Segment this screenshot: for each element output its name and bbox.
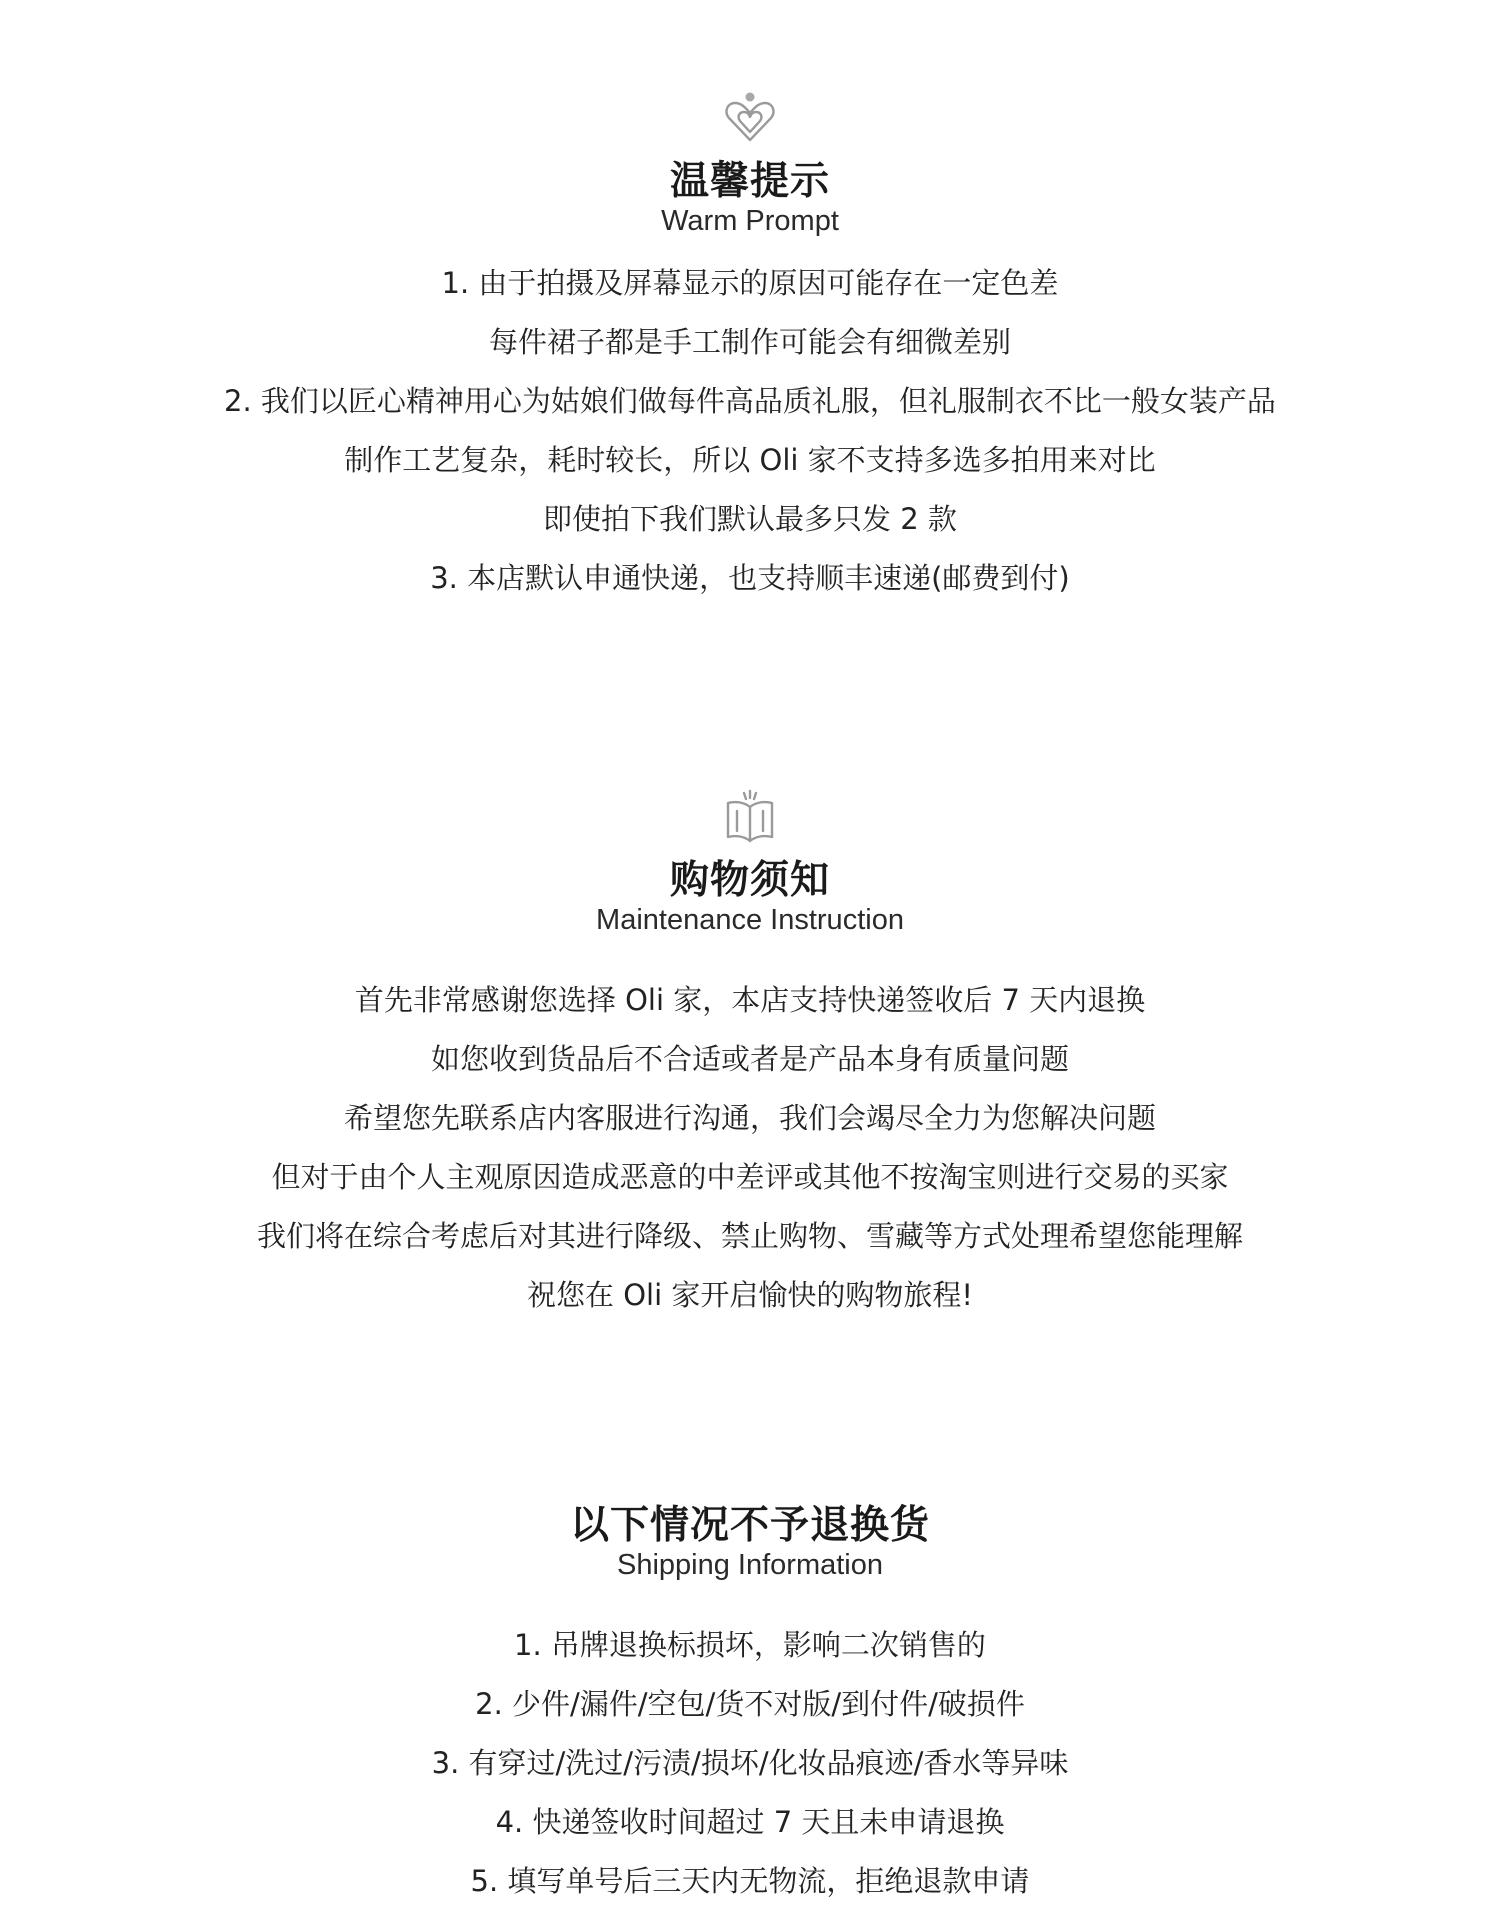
section-subtitle: Maintenance Instruction xyxy=(596,904,904,936)
list-item: 祝您在 Oli 家开启愉快的购物旅程! xyxy=(526,1278,973,1312)
list-item: 制作工艺复杂，耗时较长，所以 Oli 家不支持多选多拍用来对比 xyxy=(344,443,1156,477)
list-item: 4. 快递签收时间超过 7 天且未申请退换 xyxy=(495,1805,1005,1839)
list-item: 5. 填写单号后三天内无物流，拒绝退款申请 xyxy=(470,1864,1030,1898)
section-title: 以下情况不予退换货 xyxy=(569,1503,930,1548)
section-subtitle: Warm Prompt xyxy=(661,205,839,237)
list-item: 但对于由个人主观原因造成恶意的中差评或其他不按淘宝则进行交易的买家 xyxy=(271,1160,1229,1194)
shopping-notice-section xyxy=(0,787,1500,1325)
list-item: 1. 由于拍摄及屏幕显示的原因可能存在一定色差 xyxy=(441,266,1059,300)
warm-prompt-list xyxy=(0,254,1500,608)
list-item: 3. 有穿过/洗过/污渍/损坏/化妆品痕迹/香水等异味 xyxy=(431,1746,1069,1780)
list-item: 我们将在综合考虑后对其进行降级、禁止购物、雪藏等方式处理希望您能理解 xyxy=(256,1219,1243,1253)
list-item: 3. 本店默认申通快递，也支持顺丰速递(邮费到付) xyxy=(430,561,1070,595)
list-item: 首先非常感谢您选择 Oli 家，本店支持快递签收后 7 天内退换 xyxy=(354,983,1146,1017)
list-item: 2. 少件/漏件/空包/货不对版/到付件/破损件 xyxy=(475,1687,1025,1721)
warm-prompt-section xyxy=(0,88,1500,608)
open-book-icon xyxy=(720,787,780,847)
shopping-notice-list xyxy=(0,971,1500,1325)
no-return-list xyxy=(0,1616,1500,1911)
no-return-section xyxy=(0,1504,1500,1911)
section-title: 温馨提示 xyxy=(669,159,830,204)
list-item: 希望您先联系店内客服进行沟通，我们会竭尽全力为您解决问题 xyxy=(343,1101,1156,1135)
list-item: 1. 吊牌退换标损坏，影响二次销售的 xyxy=(514,1628,986,1662)
list-item: 即使拍下我们默认最多只发 2 款 xyxy=(543,502,957,536)
list-item: 如您收到货品后不合适或者是产品本身有质量问题 xyxy=(430,1042,1069,1076)
list-item: 2. 我们以匠心精神用心为姑娘们做每件高品质礼服，但礼服制衣不比一般女装产品 xyxy=(224,384,1276,418)
section-subtitle: Shipping Information xyxy=(617,1549,883,1581)
heart-figure-icon xyxy=(720,88,780,148)
section-title: 购物须知 xyxy=(669,858,830,903)
list-item: 每件裙子都是手工制作可能会有细微差别 xyxy=(488,325,1011,359)
